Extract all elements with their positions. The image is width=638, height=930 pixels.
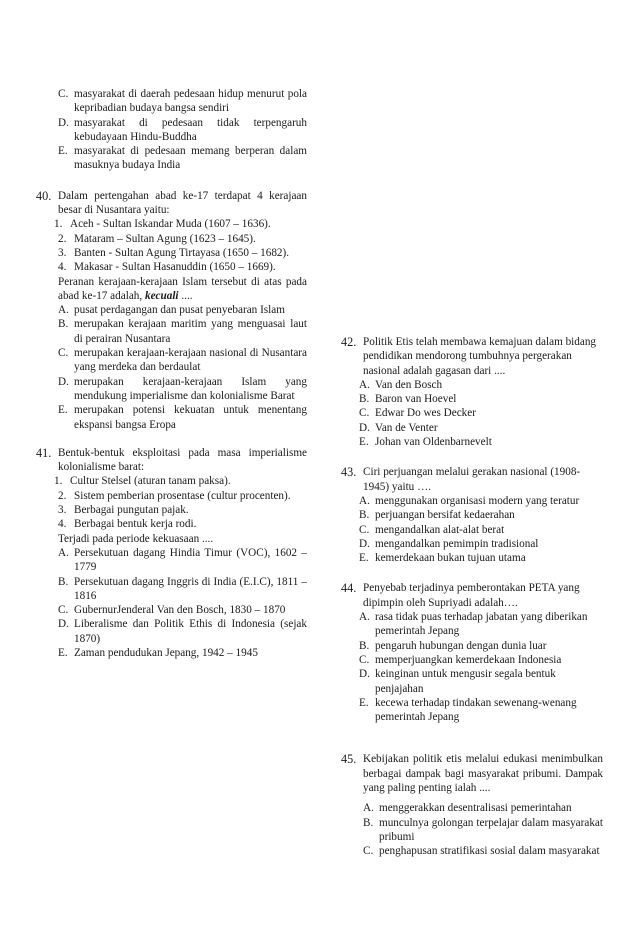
question-stem: Ciri perjuangan melalui gerakan nasional (1908-1945) yaitu …. (363, 466, 581, 493)
question-44 (341, 581, 603, 724)
option-b: B. merupakan kerajaan maritim yang menguasai laut di perairan Nusantara (58, 318, 307, 345)
option-a: A. Van den Bosch (359, 378, 443, 391)
option-c: C. GubernurJenderal Van den Bosch, 1830 – 1870 (58, 604, 286, 617)
question-number: 45. (341, 752, 357, 767)
option-c: C. masyarakat di daerah pedesaan hidup menurut pola kepribadian budaya bangsa sendiri (58, 88, 307, 115)
list-item: 4. Makasar - Sultan Hasanuddin (1650 – 1669). (58, 261, 276, 274)
question-40 (36, 189, 307, 432)
option-d: D. keinginan untuk mengusir segala bentuk penjajahan (359, 668, 556, 695)
question-stem: Dalam pertengahan abad ke-17 terdapat 4 kerajaan besar di Nusantara yaitu: (58, 189, 307, 217)
option-c: C. Edwar Do wes Decker (359, 407, 476, 420)
option-e: E. masyarakat di pedesaan memang berperan dalam masuknya budaya India (58, 145, 307, 172)
option-d: D. mengandalkan pemimpin tradisional (359, 537, 539, 550)
question-number: 43. (341, 465, 357, 480)
list-item: 2. Sistem pemberian prosentase (cultur procenten). (58, 489, 291, 502)
list-item: 4. Berbagai bentuk kerja rodi. (58, 518, 197, 531)
option-a: A. Persekutuan dagang Hindia Timur (VOC), 1602 – 1779 (58, 546, 307, 574)
option-b: B. Persekutuan dagang Inggris di India (E.I.C), 1811 – 1816 (58, 575, 307, 602)
option-d: D. Liberalisme dan Politik Ethis di Indonesia (sejak 1870) (58, 618, 307, 645)
option-c: C. memperjuangkan kemerdekaan Indonesia (359, 653, 562, 666)
question-stem: Bentuk-bentuk eksploitasi pada masa imperialisme kolonialisme barat: (58, 446, 307, 474)
option-a: A. pusat perdagangan dan pusat penyebaran Islam (58, 304, 285, 317)
question-stem: Penyebab terjadinya pemberontakan PETA yang dipimpin oleh Supriyadi adalah…. (363, 582, 580, 609)
option-a: A. menggunakan organisasi modern yang teratur (359, 494, 580, 507)
question-43 (341, 465, 603, 565)
left-column (36, 87, 307, 674)
question-prompt: Peranan kerajaan-kerajaan Islam tersebut di atas pada abad ke-17 adalah, kecuali .... (58, 275, 307, 302)
list-item: 3. Banten - Sultan Agung Tirtayasa (1650 – 1682). (58, 246, 290, 259)
question-45 (341, 752, 603, 858)
option-a: A. rasa tidak puas terhadap jabatan yang diberikan pemerintah Jepang (359, 611, 588, 638)
list-item: 1. Aceh - Sultan Iskandar Muda (1607 – 1636). (54, 218, 271, 231)
question-number: 42. (341, 335, 357, 349)
option-c: C. merupakan kerajaan-kerajaan nasional di Nusantara yang merdeka dan berdaulat (58, 347, 307, 374)
option-a: A. menggerakkan desentralisasi pemerintahan (363, 802, 572, 815)
option-b: B. Baron van Hoevel (359, 393, 457, 406)
option-e: E. merupakan potensi kekuatan untuk menentang ekspansi bangsa Eropa (58, 404, 307, 431)
option-e: E. kecewa terhadap tindakan sewenang-wenang pemerintah Jepang (359, 696, 577, 724)
question-number: 44. (341, 581, 357, 596)
option-b: B. munculnya golongan terpelajar dalam masyarakat pribumi (363, 816, 603, 843)
question-stem: Politik Etis telah membawa kemajuan dalam bidang pendidikan mendorong tumbuhnya pergerakan nasional adalah gagasan dari .... (363, 336, 597, 377)
question-42 (341, 335, 603, 449)
option-b: B. perjuangan bersifat kedaerahan (359, 509, 515, 522)
option-c: C. penghapusan stratifikasi sosial dalam masyarakat (363, 845, 600, 858)
option-d: D. merupakan kerajaan-kerajaan Islam yang mendukung imperialisme dan kolonialisme Barat (58, 375, 307, 402)
list-item: 2. Mataram – Sultan Agung (1623 – 1645). (58, 232, 256, 245)
right-column (341, 335, 603, 873)
option-b: B. pengaruh hubungan dengan dunia luar (359, 639, 547, 652)
option-d: D. masyarakat di pedesaan tidak terpengaruh kebudayaan Hindu-Buddha (58, 116, 307, 143)
question-number: 40. (36, 188, 52, 203)
option-d: D. Van de Venter (359, 421, 438, 434)
carryover-options (36, 87, 307, 173)
list-item: 3. Berbagai pungutan pajak. (58, 504, 189, 517)
option-e: E. Johan van Oldenbarnevelt (359, 436, 492, 449)
question-41 (36, 446, 307, 660)
list-item: 1. Cultur Stelsel (aturan tanam paksa). (54, 475, 231, 488)
question-stem: Kebijakan politik etis melalui edukasi menimbulkan berbagai dampak bagi masyarakat pribumi. Dampak yang paling penting ialah .... (363, 753, 603, 795)
question-prompt: Terjadi pada periode kekuasaan .... (58, 532, 214, 545)
question-number: 41. (36, 445, 52, 460)
option-c: C. mengandalkan alat-alat berat (359, 523, 505, 536)
option-e: E. Zaman pendudukan Jepang, 1942 – 1945 (58, 646, 258, 659)
option-e: E. kemerdekaan bukan tujuan utama (359, 552, 526, 565)
